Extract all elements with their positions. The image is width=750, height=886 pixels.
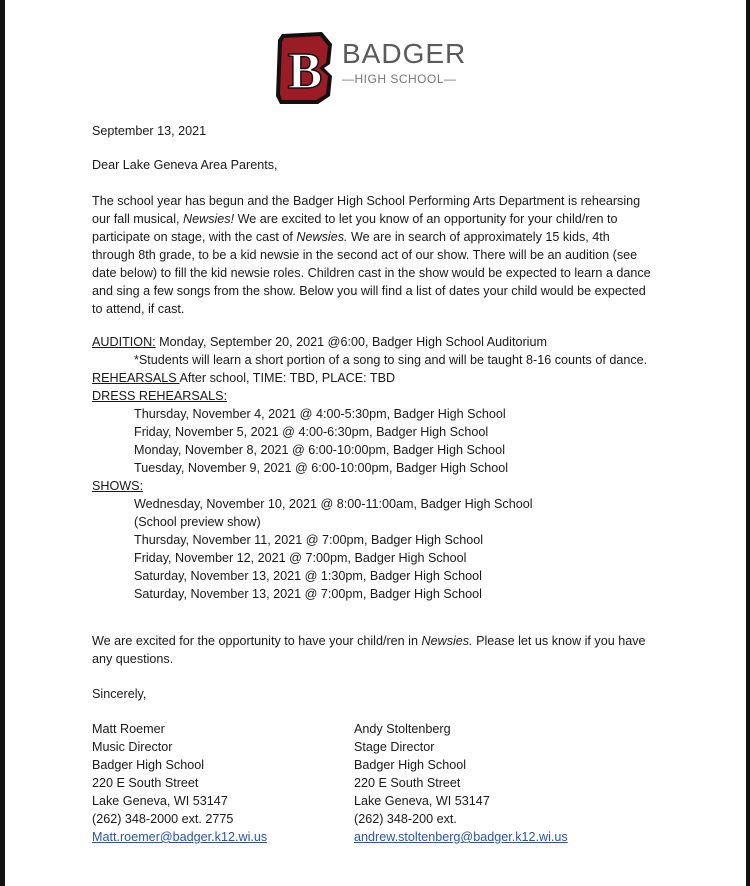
intro-text-3: We are in search of approximately 15 kids, 4th through 8th grade, to be a kid newsie in the second act of our show. There will be an audition (see date below) to fill the kid newsie roles. Children cast in the show would be expected to learn a dance and sing a few songs from the show. Below you will find a list of dates your child would be expected to attend, if cast. [92,230,651,316]
show-title: Newsies! [183,212,235,226]
right-border [746,0,750,886]
signer-city: Lake Geneva, WI 53147 [92,794,228,808]
logo-letter: B [287,43,323,100]
show-title: Newsies. [296,230,348,244]
schedule [92,333,652,603]
intro-text-2: We are excited to let you know of an opportunity for your child/ren to participate on stage, with the cast of [92,212,618,244]
salutation: Dear Lake Geneva Area Parents, [92,158,278,172]
signer-name: Matt Roemer [92,722,165,736]
closing-text-1: We are excited for the opportunity to have your child/ren in [92,634,422,648]
badger-b-logo-icon [274,30,334,106]
intro-paragraph [92,192,652,318]
show-item: Thursday, November 11, 2021 @ 7:00pm, Badger High School [134,533,484,547]
closing-text-2: Please let us know if you have any questions. [92,634,646,666]
show-title: Newsies. [421,634,473,648]
letter-date: September 13, 2021 [92,124,207,138]
intro-text-1: The school year has begun and the Badger High School Performing Arts Department is rehearsing our fall musical, [92,194,641,226]
signature-music-director [92,720,332,846]
signer-title: Stage Director [354,740,435,754]
dress-rehearsal-item: Friday, November 5, 2021 @ 4:00-6:30pm, Badger High School [134,425,489,439]
email-link[interactable]: andrew.stoltenberg@badger.k12.wi.us [354,830,568,844]
dress-rehearsal-item: Thursday, November 4, 2021 @ 4:00-5:30pm, Badger High School [134,407,506,421]
email-link[interactable]: Matt.roemer@badger.k12.wi.us [92,830,268,844]
show-item: Wednesday, November 10, 2021 @ 8:00-11:00am, Badger High School [134,497,533,511]
show-item: Friday, November 12, 2021 @ 7:00pm, Badger High School [134,551,467,565]
signer-city: Lake Geneva, WI 53147 [354,794,490,808]
school-logo [274,30,474,110]
audition-line [92,333,652,351]
signer-phone: (262) 348-200 ext. [354,812,457,826]
signature-stage-director [354,720,594,846]
show-item: Saturday, November 13, 2021 @ 1:30pm, Badger High School [134,569,482,583]
signer-title: Music Director [92,740,173,754]
signer-name: Andy Stoltenberg [354,722,451,736]
signer-street: 220 E South Street [92,776,199,790]
signer-street: 220 E South Street [354,776,461,790]
left-border [0,0,5,886]
audition-label: AUDITION: [92,335,156,349]
dress-rehearsal-item: Tuesday, November 9, 2021 @ 6:00-10:00pm, Badger High School [134,461,509,475]
rehearsals-text: After school, TIME: TBD, PLACE: TBD [179,371,396,385]
signer-school: Badger High School [92,758,205,772]
dress-rehearsal-item: Monday, November 8, 2021 @ 6:00-10:00pm, Badger High School [134,443,505,457]
sign-off: Sincerely, [92,687,147,701]
rehearsals-line [92,369,652,387]
rehearsals-label: REHEARSALS [92,371,180,385]
shows-label: SHOWS: [92,479,144,493]
dress-rehearsals-label: DRESS REHEARSALS: [92,389,228,403]
audition-note: *Students will learn a short portion of a song to sing and will be taught 8-16 counts of dance. [134,353,648,367]
school-name: BADGER [342,38,467,69]
show-item: Saturday, November 13, 2021 @ 7:00pm, Badger High School [134,587,482,601]
closing-paragraph [92,632,652,668]
audition-text: Monday, September 20, 2021 @6:00, Badger High School Auditorium [155,335,547,349]
signer-phone: (262) 348-2000 ext. 2775 [92,812,234,826]
school-subtitle: —HIGH SCHOOL— [342,72,457,86]
signer-school: Badger High School [354,758,467,772]
show-item: (School preview show) [134,515,261,529]
